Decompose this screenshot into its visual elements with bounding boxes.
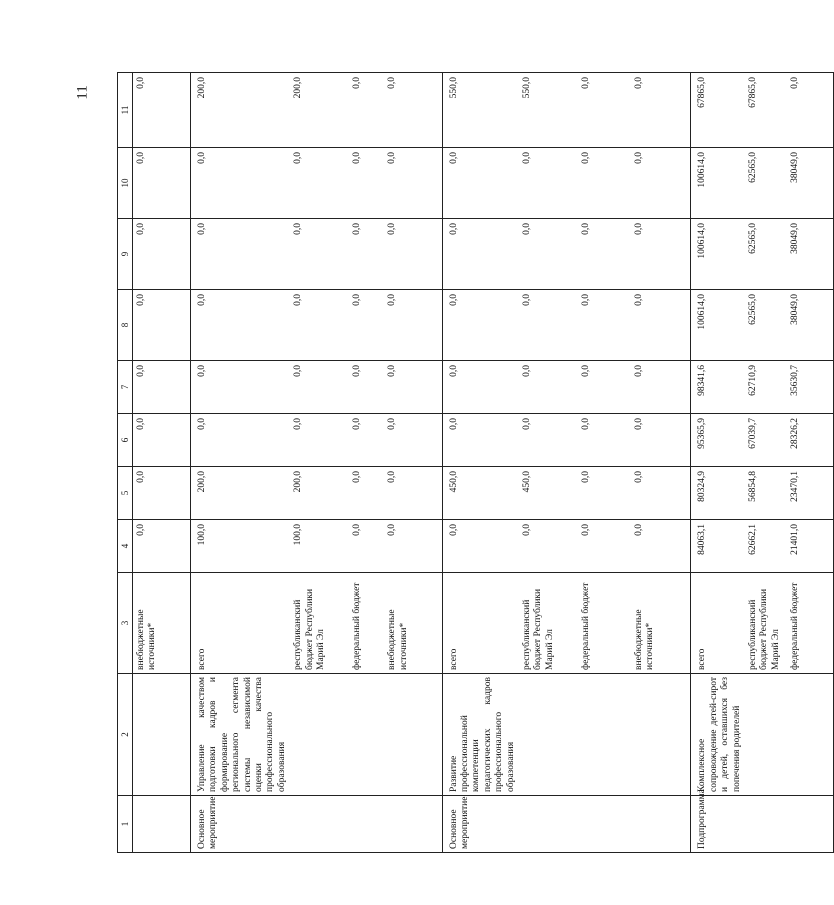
- value-cell: 200,0: [290, 73, 349, 148]
- value-cell: 0,0: [578, 467, 631, 520]
- item-name-cell: [631, 674, 691, 796]
- value-cell: 0,0: [349, 520, 384, 573]
- value-cell: 0,0: [384, 290, 442, 361]
- value-cell: 0,0: [384, 520, 442, 573]
- item-type-cell: [578, 796, 631, 853]
- item-type-cell: [384, 796, 442, 853]
- item-name-cell: [578, 674, 631, 796]
- value-cell: 0,0: [349, 219, 384, 290]
- column-header-5: 5: [118, 467, 133, 520]
- value-cell: 100,0: [290, 520, 349, 573]
- value-cell: 0,0: [133, 290, 191, 361]
- value-cell: 62662,1: [745, 520, 787, 573]
- column-header-6: 6: [118, 414, 133, 467]
- value-cell: 56854,8: [745, 467, 787, 520]
- item-name-cell: [519, 674, 578, 796]
- item-type-cell: [787, 796, 833, 853]
- value-cell: 0,0: [578, 361, 631, 414]
- value-cell: 0,0: [349, 361, 384, 414]
- value-cell: 450,0: [519, 467, 578, 520]
- funding-source-cell: всего: [691, 573, 745, 674]
- column-header-2: 2: [118, 674, 133, 796]
- value-cell: 100,0: [191, 520, 291, 573]
- funding-source-cell: всего: [191, 573, 291, 674]
- value-cell: 0,0: [384, 148, 442, 219]
- value-cell: 0,0: [290, 414, 349, 467]
- value-cell: 0,0: [519, 361, 578, 414]
- column-header-8: 8: [118, 290, 133, 361]
- value-cell: 0,0: [133, 414, 191, 467]
- value-cell: 0,0: [349, 73, 384, 148]
- item-name-cell: [745, 674, 787, 796]
- table-row: [349, 73, 384, 853]
- value-cell: 0,0: [578, 520, 631, 573]
- table-row: [787, 73, 833, 853]
- budget-table: [117, 72, 834, 853]
- item-type-cell: [745, 796, 787, 853]
- item-type-cell: [133, 796, 191, 853]
- value-cell: 21401,0: [787, 520, 833, 573]
- value-cell: 0,0: [631, 73, 691, 148]
- funding-source-cell: республиканский бюджет Республики Марий Эл: [290, 573, 349, 674]
- value-cell: 98341,6: [691, 361, 745, 414]
- value-cell: 0,0: [442, 219, 519, 290]
- table-row: [290, 73, 349, 853]
- value-cell: 62565,0: [745, 219, 787, 290]
- value-cell: 0,0: [442, 290, 519, 361]
- value-cell: 0,0: [787, 73, 833, 148]
- value-cell: 62565,0: [745, 148, 787, 219]
- value-cell: 450,0: [442, 467, 519, 520]
- value-cell: 100614,0: [691, 290, 745, 361]
- value-cell: 550,0: [519, 73, 578, 148]
- value-cell: 0,0: [349, 290, 384, 361]
- item-name-cell: [349, 674, 384, 796]
- column-header-10: 10: [118, 148, 133, 219]
- item-type-cell: [519, 796, 578, 853]
- value-cell: 0,0: [442, 520, 519, 573]
- table-row: [691, 73, 745, 853]
- value-cell: 38049,0: [787, 290, 833, 361]
- value-cell: 0,0: [519, 219, 578, 290]
- value-cell: 0,0: [384, 73, 442, 148]
- value-cell: 0,0: [133, 148, 191, 219]
- value-cell: 0,0: [631, 467, 691, 520]
- value-cell: 62565,0: [745, 290, 787, 361]
- item-name-cell: [787, 674, 833, 796]
- value-cell: 0,0: [133, 520, 191, 573]
- value-cell: 0,0: [578, 73, 631, 148]
- value-cell: 0,0: [631, 520, 691, 573]
- column-header-7: 7: [118, 361, 133, 414]
- column-header-9: 9: [118, 219, 133, 290]
- table-row: [519, 73, 578, 853]
- value-cell: 0,0: [349, 148, 384, 219]
- value-cell: 200,0: [290, 467, 349, 520]
- item-type-cell: Основное мероприятие: [442, 796, 519, 853]
- value-cell: 0,0: [191, 219, 291, 290]
- value-cell: 0,0: [290, 290, 349, 361]
- funding-source-cell: республиканский бюджет Республики Марий Эл: [745, 573, 787, 674]
- funding-source-cell: федеральный бюджет: [787, 573, 833, 674]
- value-cell: 550,0: [442, 73, 519, 148]
- item-name-cell: Комплексное сопровождение детей-сирот и детей, оставшихся без попечения родителей: [691, 674, 745, 796]
- table-body: [133, 73, 834, 853]
- table-row: [442, 73, 519, 853]
- value-cell: 0,0: [384, 467, 442, 520]
- value-cell: 0,0: [191, 290, 291, 361]
- value-cell: 38049,0: [787, 219, 833, 290]
- column-header-3: 3: [118, 573, 133, 674]
- value-cell: 0,0: [191, 361, 291, 414]
- funding-source-cell: внебюджетные источники*: [631, 573, 691, 674]
- item-name-cell: Развитие профессиональной компетенции педагогических кадров профессионального образования: [442, 674, 519, 796]
- column-header-11: 11: [118, 73, 133, 148]
- rotated-table-block: [117, 73, 801, 853]
- value-cell: 80324,9: [691, 467, 745, 520]
- funding-source-cell: всего: [442, 573, 519, 674]
- value-cell: 67865,0: [745, 73, 787, 148]
- value-cell: 0,0: [631, 361, 691, 414]
- header-row: [118, 73, 133, 853]
- page-number: 11: [74, 85, 91, 100]
- value-cell: 0,0: [519, 148, 578, 219]
- item-type-cell: Подпрограмма: [691, 796, 745, 853]
- value-cell: 0,0: [290, 219, 349, 290]
- value-cell: 23470,1: [787, 467, 833, 520]
- value-cell: 100614,0: [691, 219, 745, 290]
- value-cell: 0,0: [631, 290, 691, 361]
- value-cell: 62710,9: [745, 361, 787, 414]
- item-type-cell: [290, 796, 349, 853]
- value-cell: 0,0: [349, 414, 384, 467]
- value-cell: 38049,0: [787, 148, 833, 219]
- value-cell: 0,0: [290, 361, 349, 414]
- item-name-cell: [384, 674, 442, 796]
- value-cell: 0,0: [519, 414, 578, 467]
- table-row: [191, 73, 291, 853]
- value-cell: 0,0: [191, 414, 291, 467]
- value-cell: 0,0: [631, 414, 691, 467]
- value-cell: 67865,0: [691, 73, 745, 148]
- value-cell: 95365,9: [691, 414, 745, 467]
- table-row: [631, 73, 691, 853]
- value-cell: 0,0: [384, 414, 442, 467]
- table-row: [745, 73, 787, 853]
- item-name-cell: Управление качеством подготовки кадров и формирование регионального сегмента системы независимой оценки качества профессионального образования: [191, 674, 291, 796]
- funding-source-cell: внебюджетные источники*: [384, 573, 442, 674]
- column-header-4: 4: [118, 520, 133, 573]
- value-cell: 0,0: [578, 148, 631, 219]
- table-row: [384, 73, 442, 853]
- item-name-cell: [290, 674, 349, 796]
- value-cell: 0,0: [290, 148, 349, 219]
- funding-source-cell: внебюджетные источники*: [133, 573, 191, 674]
- table-row: [578, 73, 631, 853]
- value-cell: 0,0: [578, 290, 631, 361]
- value-cell: 0,0: [133, 467, 191, 520]
- value-cell: 0,0: [442, 361, 519, 414]
- value-cell: 0,0: [133, 361, 191, 414]
- value-cell: 0,0: [191, 148, 291, 219]
- value-cell: 0,0: [519, 520, 578, 573]
- value-cell: 200,0: [191, 73, 291, 148]
- table-row: [133, 73, 191, 853]
- value-cell: 100614,0: [691, 148, 745, 219]
- column-header-1: 1: [118, 796, 133, 853]
- value-cell: 0,0: [519, 290, 578, 361]
- item-type-cell: Основное мероприятие: [191, 796, 291, 853]
- funding-source-cell: федеральный бюджет: [349, 573, 384, 674]
- value-cell: 0,0: [349, 467, 384, 520]
- value-cell: 0,0: [578, 219, 631, 290]
- funding-source-cell: республиканский бюджет Республики Марий Эл: [519, 573, 578, 674]
- item-type-cell: [631, 796, 691, 853]
- value-cell: 0,0: [631, 219, 691, 290]
- item-type-cell: [349, 796, 384, 853]
- value-cell: 0,0: [631, 148, 691, 219]
- value-cell: 0,0: [384, 361, 442, 414]
- value-cell: 0,0: [578, 414, 631, 467]
- value-cell: 0,0: [442, 414, 519, 467]
- value-cell: 0,0: [384, 219, 442, 290]
- item-name-cell: [133, 674, 191, 796]
- value-cell: 84063,1: [691, 520, 745, 573]
- value-cell: 0,0: [133, 73, 191, 148]
- funding-source-cell: федеральный бюджет: [578, 573, 631, 674]
- value-cell: 28326,2: [787, 414, 833, 467]
- value-cell: 67039,7: [745, 414, 787, 467]
- value-cell: 0,0: [133, 219, 191, 290]
- value-cell: 35630,7: [787, 361, 833, 414]
- value-cell: 0,0: [442, 148, 519, 219]
- value-cell: 200,0: [191, 467, 291, 520]
